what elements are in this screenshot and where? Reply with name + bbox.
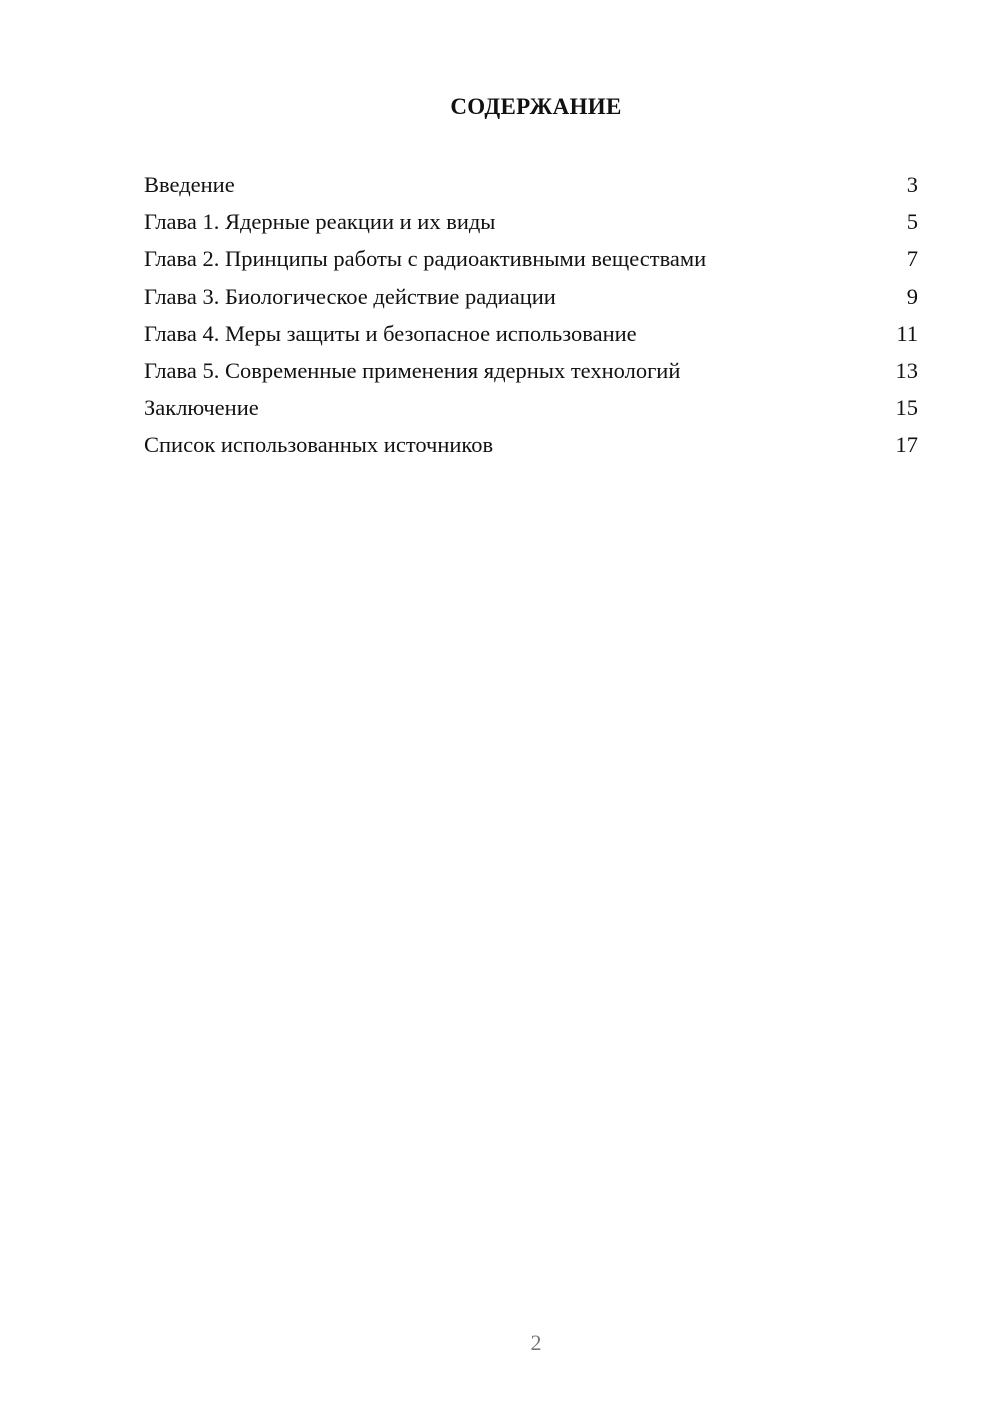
toc-entry-page: 13 (895, 357, 918, 383)
toc-entry-page: 7 (906, 246, 918, 272)
toc-entry-label: Введение (144, 172, 235, 197)
toc-entry-chapter-1 (144, 203, 918, 240)
toc-entry-chapter-5 (144, 352, 918, 389)
toc-entry-page: 15 (895, 395, 918, 421)
toc-entry-label: Глава 5. Современные применения ядерных технологий (144, 357, 681, 383)
toc-entry-chapter-3 (144, 278, 918, 315)
toc-entry-label: Список использованных источников (144, 432, 494, 458)
toc-entry-label: Глава 4. Меры защиты и безопасное использование (144, 320, 637, 346)
toc-entry-introduction (144, 166, 918, 203)
page-number: 2 (530, 1330, 542, 1355)
toc-title: СОДЕРЖАНИЕ (450, 94, 622, 119)
toc-entry-page: 9 (906, 283, 918, 309)
table-of-contents (144, 166, 918, 464)
toc-entry-page: 3 (906, 172, 918, 197)
toc-entry-label: Глава 1. Ядерные реакции и их виды (144, 209, 496, 235)
toc-entry-label: Заключение (144, 395, 259, 421)
toc-entry-page: 17 (895, 432, 918, 458)
toc-entry-page: 11 (896, 320, 918, 346)
toc-entry-chapter-2 (144, 240, 918, 277)
toc-entry-label: Глава 2. Принципы работы с радиоактивными веществами (144, 246, 707, 272)
toc-entry-label: Глава 3. Биологическое действие радиации (144, 283, 556, 309)
toc-entry-page: 5 (906, 209, 918, 235)
toc-entry-references (144, 426, 918, 463)
toc-entry-chapter-4 (144, 315, 918, 352)
toc-entry-conclusion (144, 389, 918, 426)
